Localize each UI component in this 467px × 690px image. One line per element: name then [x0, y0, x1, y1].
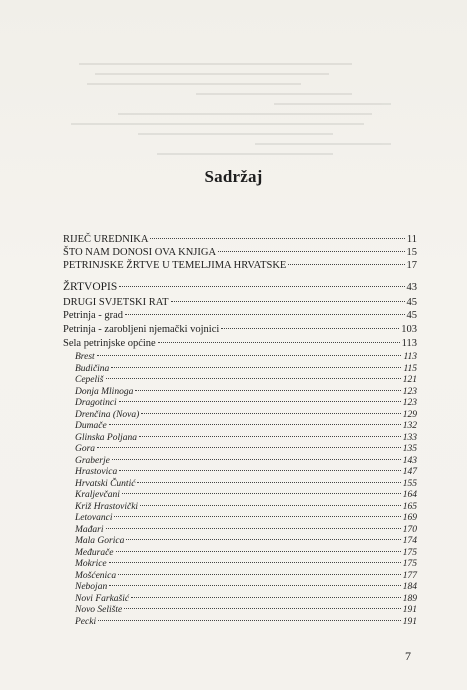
toc-village-label: Brest: [75, 352, 95, 362]
toc-village-row[interactable]: [63, 456, 417, 468]
toc-village-row[interactable]: [63, 617, 417, 629]
toc-village-label: Graberje: [75, 455, 110, 466]
toc-village-row[interactable]: [63, 444, 417, 456]
dot-leader: [124, 608, 401, 609]
toc-section-row[interactable]: [63, 281, 417, 297]
toc-village-label: Novo Selište: [75, 605, 123, 615]
toc-front-label: ŠTO NAM DONOSI OVA KNJIGA: [63, 247, 217, 258]
toc-section-page: 43: [406, 282, 417, 293]
toc-front-label: PETRINJSKE ŽRTVE U TEMELJIMA HRVATSKE: [63, 260, 287, 271]
toc-village-label: Međurače: [75, 547, 114, 558]
toc-village-row[interactable]: [63, 559, 417, 571]
toc-village-page: 121: [402, 375, 417, 385]
toc-village-page: 175: [402, 547, 417, 558]
dot-leader: [150, 238, 404, 239]
toc-sub-page: 45: [406, 310, 417, 321]
toc-village-row[interactable]: [63, 433, 417, 445]
dot-leader: [288, 264, 404, 265]
toc-village-label: Mokrice: [75, 559, 107, 569]
bleed-through-text: [40, 55, 430, 235]
dot-leader: [122, 493, 401, 494]
toc-village-label: Dragotinci: [75, 398, 117, 408]
toc-village-page: 132: [402, 421, 417, 431]
toc-village-page: 129: [402, 409, 417, 420]
toc-village-label: Gora: [75, 444, 96, 454]
toc-sub-row[interactable]: [63, 310, 417, 324]
toc-section-label: ŽRTVOPIS: [63, 281, 118, 293]
toc-title: Sadržaj: [204, 167, 263, 186]
toc-village-page: 133: [402, 432, 417, 443]
dot-leader: [109, 585, 401, 586]
dot-leader: [116, 551, 401, 552]
village-entries: [63, 352, 417, 628]
toc-sub-label: Petrinja - zarobljeni njemački vojnici: [63, 324, 220, 335]
toc-front-label: RIJEČ UREDNIKA: [63, 234, 149, 245]
toc-village-page: 177: [402, 570, 417, 581]
toc-village-row[interactable]: [63, 467, 417, 479]
toc-village-row[interactable]: [63, 364, 417, 376]
toc-village-page: 191: [402, 616, 417, 627]
toc-village-row[interactable]: [63, 571, 417, 583]
toc-front-page: 11: [406, 234, 417, 245]
toc-village-label: Nebojan: [75, 582, 108, 592]
toc-village-label: Glinska Poljana: [75, 432, 138, 443]
toc-village-label: Križ Hrastovički: [75, 501, 139, 512]
dot-leader: [109, 424, 401, 425]
toc-village-page: 164: [402, 490, 417, 500]
toc-village-row[interactable]: [63, 502, 417, 514]
toc-war-row[interactable]: [63, 297, 417, 310]
toc-village-page: 123: [402, 386, 417, 397]
dot-leader: [139, 436, 401, 437]
dot-leader: [126, 539, 400, 540]
toc-sub-label: Sela petrinjske općine: [63, 338, 156, 349]
dot-leader: [109, 562, 401, 563]
toc-village-page: 123: [402, 398, 417, 408]
toc-village-label: Kraljevčani: [75, 490, 120, 500]
toc-village-row[interactable]: [63, 536, 417, 548]
page-number: 7: [405, 649, 411, 663]
toc-village-page: 175: [402, 559, 417, 569]
dot-leader: [221, 328, 399, 329]
table-of-contents: [63, 234, 417, 628]
dot-leader: [135, 390, 400, 391]
dot-leader: [114, 516, 400, 517]
toc-village-label: Dumače: [75, 421, 107, 431]
dot-leader: [125, 314, 404, 315]
dot-leader: [97, 355, 402, 356]
dot-leader: [131, 597, 401, 598]
toc-village-page: 143: [402, 455, 417, 466]
toc-village-page: 165: [402, 501, 417, 512]
toc-village-page: 184: [402, 582, 417, 592]
toc-village-page: 115: [403, 363, 417, 374]
toc-village-label: Pecki: [75, 616, 97, 627]
toc-village-page: 170: [402, 524, 417, 535]
toc-village-label: Hrvatski Čuntić: [75, 478, 136, 489]
toc-front-row[interactable]: [63, 260, 417, 273]
dot-leader: [140, 505, 401, 506]
toc-village-page: 169: [402, 513, 417, 523]
toc-village-page: 191: [402, 605, 417, 615]
toc-village-label: Hrastovica: [75, 467, 118, 477]
toc-sub-page: 103: [401, 324, 417, 335]
toc-village-page: 155: [402, 478, 417, 489]
toc-village-row[interactable]: [63, 421, 417, 433]
dot-leader: [137, 482, 400, 483]
dot-leader: [112, 459, 401, 460]
toc-village-row[interactable]: [63, 387, 417, 399]
toc-village-row[interactable]: [63, 582, 417, 594]
toc-village-label: Mošćenica: [75, 570, 117, 581]
dot-leader: [141, 413, 400, 414]
dot-leader: [111, 367, 401, 368]
toc-sub-label: Petrinja - grad: [63, 310, 124, 321]
toc-front-row[interactable]: [63, 234, 417, 247]
toc-village-row[interactable]: [63, 410, 417, 422]
toc-sub-row[interactable]: [63, 324, 417, 338]
dot-leader: [119, 401, 401, 402]
toc-village-page: 189: [402, 593, 417, 604]
dot-leader: [118, 574, 401, 575]
toc-village-row[interactable]: [63, 398, 417, 410]
toc-village-label: Letovanci: [75, 513, 113, 523]
toc-front-page: 15: [406, 247, 417, 258]
toc-village-label: Mala Gorica: [75, 536, 125, 546]
toc-village-row[interactable]: [63, 375, 417, 387]
sub-entries: [63, 310, 417, 352]
toc-village-label: Mađari: [75, 524, 104, 535]
dot-leader: [218, 251, 404, 252]
dot-leader: [106, 378, 401, 379]
toc-village-row[interactable]: [63, 605, 417, 617]
toc-sub-row[interactable]: [63, 338, 417, 352]
toc-front-page: 17: [406, 260, 417, 271]
front-entries: [63, 234, 417, 273]
toc-village-label: Drenčina (Nova): [75, 409, 140, 420]
toc-war-label: DRUGI SVJETSKI RAT: [63, 297, 169, 308]
dot-leader: [106, 528, 401, 529]
toc-village-row[interactable]: [63, 513, 417, 525]
toc-village-row[interactable]: [63, 490, 417, 502]
toc-village-row[interactable]: [63, 525, 417, 537]
dot-leader: [97, 447, 401, 448]
toc-village-page: 113: [403, 352, 417, 362]
toc-village-label: Donja Mlinoga: [75, 386, 134, 397]
toc-village-label: Cepeliš: [75, 375, 104, 385]
toc-village-row[interactable]: [63, 479, 417, 491]
dot-leader: [171, 301, 405, 302]
toc-sub-page: 113: [401, 338, 417, 349]
toc-village-row[interactable]: [63, 594, 417, 606]
toc-village-label: Novi Farkašić: [75, 593, 130, 604]
toc-village-row[interactable]: [63, 548, 417, 560]
toc-village-row[interactable]: [63, 352, 417, 364]
toc-front-row[interactable]: [63, 247, 417, 260]
toc-village-page: 135: [402, 444, 417, 454]
toc-village-page: 174: [402, 536, 417, 546]
dot-leader: [158, 342, 400, 343]
toc-village-page: 147: [402, 467, 417, 477]
toc-village-label: Budičina: [75, 363, 110, 374]
toc-war-page: 45: [406, 297, 417, 308]
dot-leader: [119, 470, 401, 471]
dot-leader: [98, 620, 401, 621]
dot-leader: [119, 286, 404, 287]
